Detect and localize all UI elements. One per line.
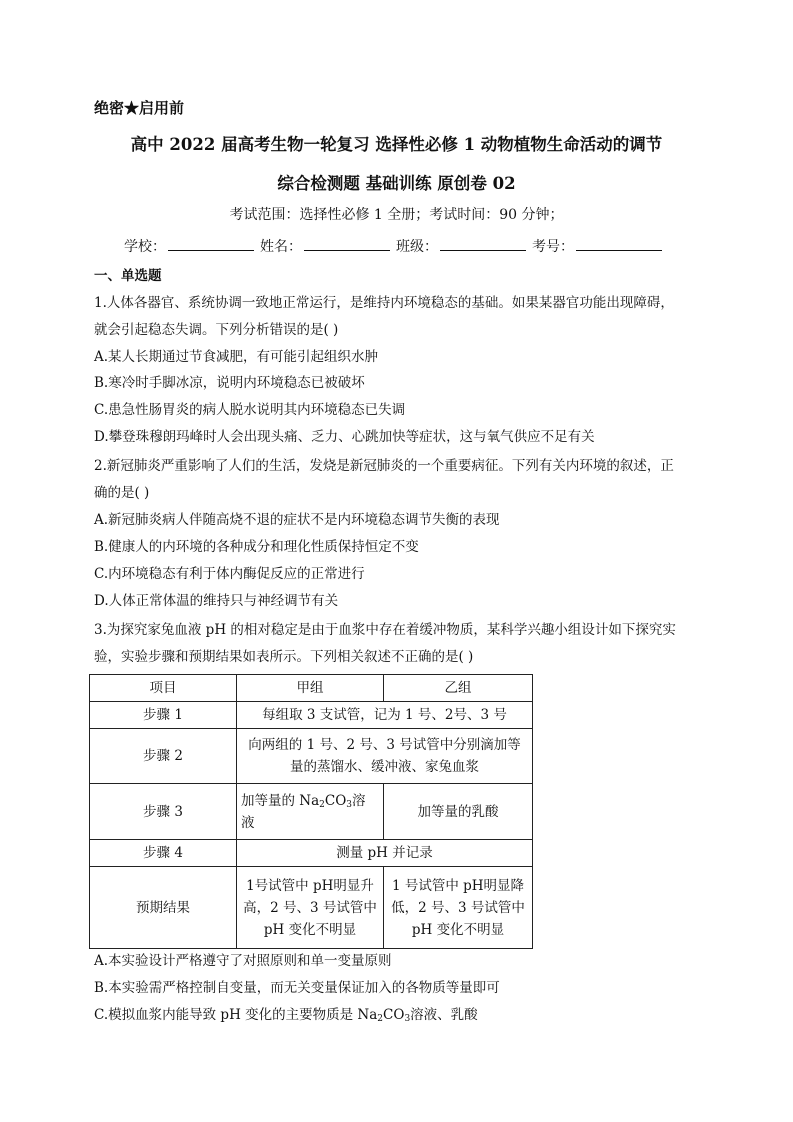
class-field[interactable] [440,236,526,251]
name-label: 姓名： [260,239,302,255]
q1-stem-line-1: 1.人体各器官、系统协调一致地正常运行，是维持内环境稳态的基础。如果某器官功能出现障碍， [94,295,674,311]
step1-text: 每组取 3 支试管，记为 1 号、2号、3 号 [237,702,533,729]
table-row [90,729,533,784]
result-b-line-2: 低，2 号、3 号试管中 [391,899,525,916]
table-row [90,784,533,840]
q1-option-a: A.某人长期通过节食减肥，有可能引起组织水肿 [94,349,379,365]
q1-stem-line-2: 就会引起稳态失调。下列分析错误的是( ) [94,322,339,338]
school-label: 学校： [124,239,166,255]
class-label: 班级： [396,239,438,255]
title-line-2: 综合检测题 基础训练 原创卷 02 [277,174,516,193]
exam-number-label: 考号： [532,239,574,255]
exam-meta: 考试范围：选择性必修 1 全册；考试时间：90 分钟； [229,207,564,223]
table-row [90,702,533,729]
exam-number-field[interactable] [576,236,662,251]
result-group-a [237,867,384,949]
step3-group-a [237,784,384,840]
header-cell-group-a: 甲组 [237,675,384,702]
q1-option-d: D.攀登珠穆朗玛峰时人会出现头痛、乏力、心跳加快等症状，这与氧气供应不足有关 [94,429,595,445]
step2-text [237,729,533,784]
result-a-line-1: 1号试管中 pH明显升 [246,877,374,894]
confidential-label: 绝密★启用前 [94,99,185,117]
result-label: 预期结果 [90,867,237,949]
step4-label: 步骤 4 [90,840,237,867]
result-group-b [384,867,533,949]
experiment-table [89,674,533,949]
step3-a-sub2: 3 [346,799,353,810]
q3-option-b: B.本实验需严格控制自变量，而无关变量保证加入的各物质等量即可 [94,980,500,996]
name-field[interactable] [304,236,390,251]
result-a-line-2: 高，2 号、3 号试管中 [243,899,377,916]
result-b-line-1: 1 号试管中 pH明显降 [391,877,525,894]
q1-option-c: C.患急性肠胃炎的病人脱水说明其内环境稳态已失调 [94,402,406,418]
student-info-row [124,236,668,256]
step3-group-b: 加等量的乳酸 [384,784,533,840]
result-a-line-3: pH 变化不明显 [263,921,357,938]
step3-a-suffix: 溶 [352,792,366,809]
q3-option-c-text: C.模拟血浆内能导致 pH 变化的主要物质是 Na [94,1007,378,1023]
result-b-line-3: pH 变化不明显 [411,921,505,938]
table-row [90,840,533,867]
q3-stem-line-2: 验，实验步骤和预期结果如表所示。下列相关叙述不正确的是( ) [94,649,474,665]
header-cell-item: 项目 [90,675,237,702]
step3-label: 步骤 3 [90,784,237,840]
step3-a-sub1: 2 [319,799,325,810]
q2-option-b: B.健康人的内环境的各种成分和理化性质保持恒定不变 [94,539,419,555]
q3-option-c-sub1: 2 [377,1014,384,1024]
q3-option-a: A.本实验设计严格遵守了对照原则和单一变量原则 [94,953,392,969]
q2-option-a: A.新冠肺炎病人伴随高烧不退的症状不是内环境稳态调节失衡的表现 [94,512,500,528]
table-row [90,867,533,949]
school-field[interactable] [168,236,254,251]
q2-stem-line-2: 确的是( ) [94,485,150,501]
q2-option-c: C.内环境稳态有利于体内酶促反应的正常进行 [94,566,365,582]
q3-option-c [94,1005,478,1025]
step3-a-line-2: 液 [241,814,255,831]
step2-label: 步骤 2 [90,729,237,784]
table-row [90,675,533,702]
q3-option-c-sub2: 3 [404,1014,411,1024]
step1-label: 步骤 1 [90,702,237,729]
title-line-1: 高中 2022 届高考生物一轮复习 选择性必修 1 动物植物生命活动的调节 [130,135,663,154]
header-cell-group-b: 乙组 [384,675,533,702]
step3-a-mid: CO [324,792,347,809]
q3-option-c-mid: CO [383,1007,405,1023]
step2-text-line-2: 量的蒸馏水、缓冲液、家兔血浆 [290,759,479,775]
step2-text-line-1: 向两组的 1 号、2 号、3 号试管中分别滴加等 [248,737,521,753]
section-title: 一、单选题 [94,268,162,284]
q2-stem-line-1: 2.新冠肺炎严重影响了人们的生活，发烧是新冠肺炎的一个重要病征。下列有关内环境的叙述，正 [94,458,674,474]
step3-a-text: 加等量的 Na [241,792,320,809]
q3-stem-line-1: 3.为探究家兔血液 pH 的相对稳定是由于血浆中存在着缓冲物质，某科学兴趣小组设计如下探究实 [94,622,676,638]
q1-option-b: B.寒冷时手脚冰凉，说明内环境稳态已被破坏 [94,375,365,391]
q3-option-c-suffix: 溶液、乳酸 [410,1007,478,1023]
q2-option-d: D.人体正常体温的维持只与神经调节有关 [94,593,339,609]
step4-text: 测量 pH 并记录 [237,840,533,867]
